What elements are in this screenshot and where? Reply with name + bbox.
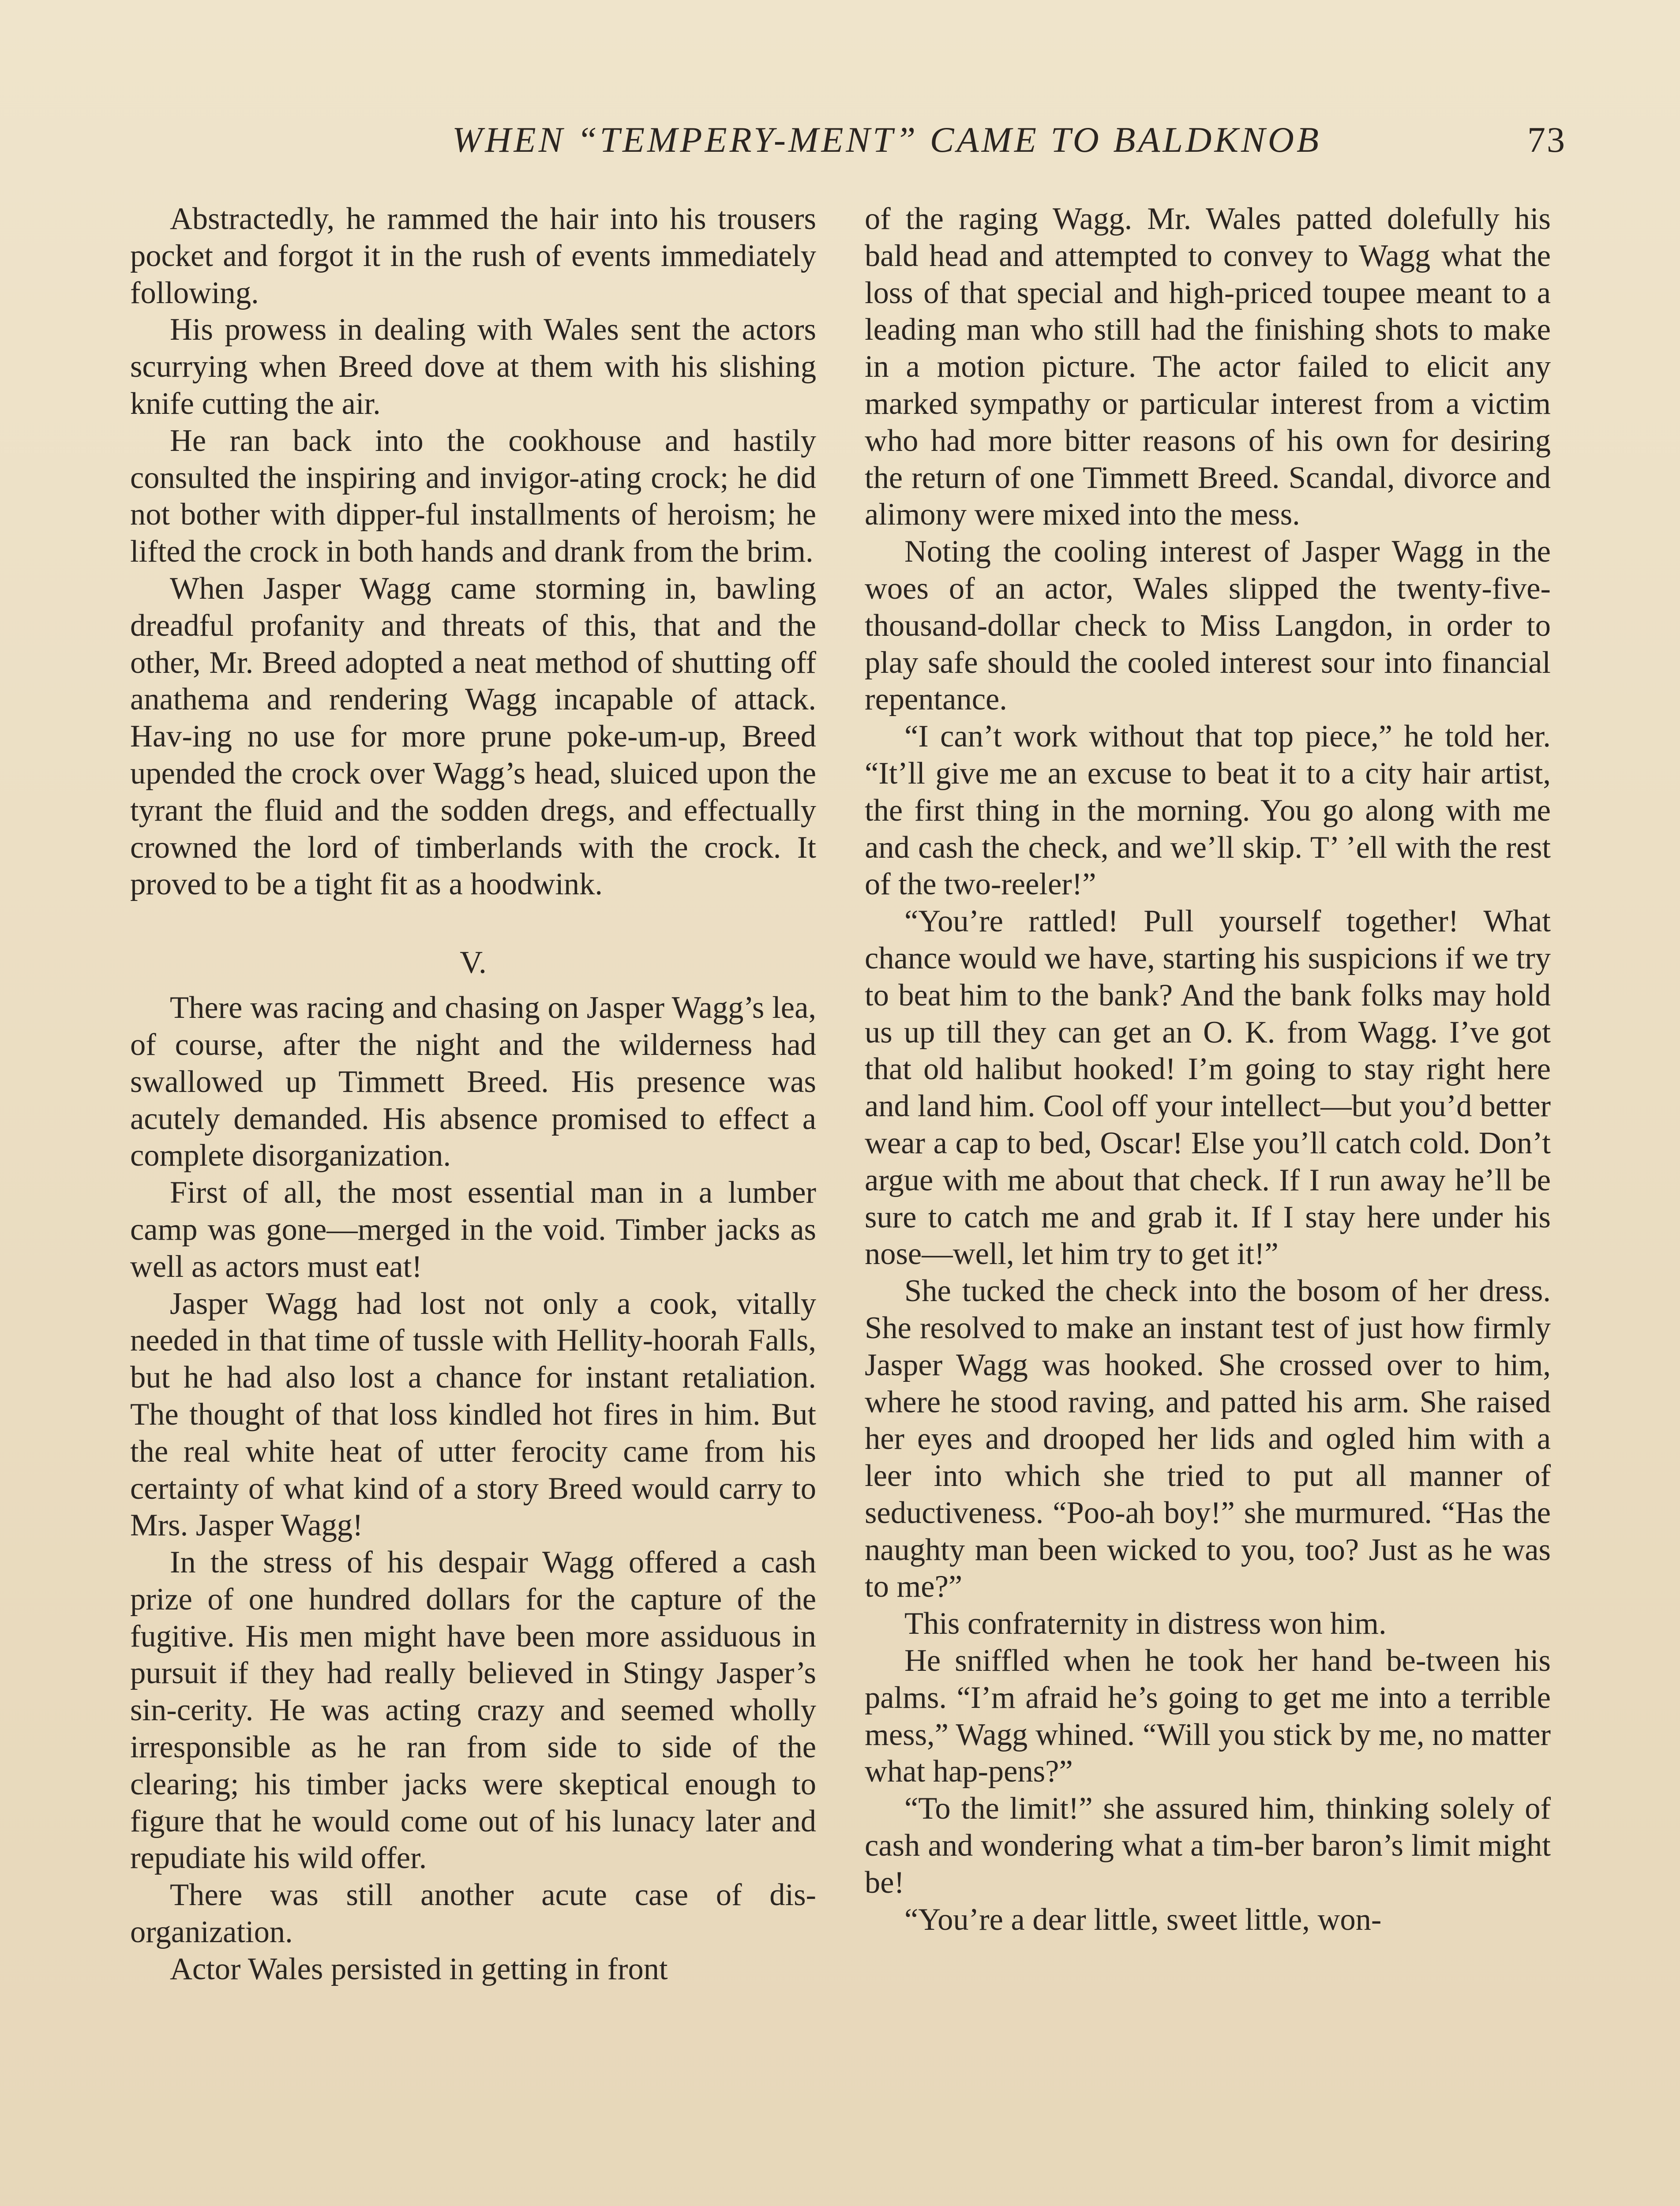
paragraph: He ran back into the cookhouse and hastily consulted the inspiring and invigor-ating crock; he did not bother with dipper-ful installments of heroism; he lifted the crock in both hands and drank from the brim. — [130, 423, 816, 569]
paragraph: Actor Wales persisted in getting in front — [170, 1951, 668, 1986]
paragraph: “I can’t work without that top piece,” he told her. “It’ll give me an excuse to beat it to a city hair artist, the first thing in the morning. You go along with me and cash the check, and we’ll skip. T’ ’ell with the rest of the two-reeler!” — [865, 719, 1551, 902]
paragraph: When Jasper Wagg came storming in, bawling dreadful profanity and threats of this, that and the other, Mr. Breed adopted a neat method of shutting off anathema and rendering Wagg incapable of attack. Hav-ing no use for more prune poke-um-up, Breed upended the crock over Wagg’s head, sluiced upon the tyrant the fluid and the sodden dregs, and effectually crowned the lord of timberlands with the crock. It proved to be a tight fit as a hoodwink. — [130, 571, 816, 902]
paragraph: Abstractedly, he rammed the hair into his trousers pocket and forgot it in the rush of events immediately following. — [130, 202, 816, 310]
running-title: WHEN “TEMPERY-MENT” CAME TO BALDKNOB — [452, 120, 1322, 160]
left-text-column — [130, 201, 816, 2206]
page-header — [132, 119, 1566, 168]
paragraph: “You’re a dear little, sweet little, won- — [904, 1902, 1382, 1937]
paragraph: His prowess in dealing with Wales sent the actors scurrying when Breed dove at them with his slishing knife cutting the air. — [130, 312, 816, 421]
paragraph: There was racing and chasing on Jasper Wagg’s lea, of course, after the night and the wilderness had swallowed up Timmett Breed. His presence was acutely demanded. His absence promised to effect a complete disorganization. — [130, 990, 816, 1173]
paragraph: “To the limit!” she assured him, thinking solely of cash and wondering what a tim-ber baron’s limit might be! — [865, 1791, 1551, 1900]
paragraph: “You’re rattled! Pull yourself together! What chance would we have, starting his suspicions if we try to beat him to the bank? And the bank folks may hold us up till they can get an O. K. from Wagg. I’ve got that old halibut hooked! I’m going to stay right here and land him. Cool off your intellect—but you’d better wear a cap to bed, Oscar! Else you’ll catch cold. Don’t argue with me about that check. If I run away he’ll be sure to catch me and grab it. If I stay here under his nose—well, let him try to get it!” — [865, 904, 1551, 1272]
paragraph: In the stress of his despair Wagg offered a cash prize of one hundred dollars for the capture of the fugitive. His men might have been more assiduous in pursuit if they had really believed in Stingy Jasper’s sin-cerity. He was acting crazy and seemed wholly irresponsible as he ran from side to side of the clearing; his timber jacks were skeptical enough to figure that he would come out of his lunacy later and repudiate his wild offer. — [130, 1545, 816, 1876]
section-heading: V. — [460, 945, 487, 980]
paragraph: This confraternity in distress won him. — [904, 1606, 1387, 1641]
paragraph: He sniffled when he took her hand be-tween his palms. “I’m afraid he’s going to get me into a terrible mess,” Wagg whined. “Will you stick by me, no matter what hap-pens?” — [865, 1643, 1551, 1789]
paragraph: First of all, the most essential man in a lumber camp was gone—merged in the void. Timber jacks as well as actors must eat! — [130, 1175, 816, 1284]
page-number: 73 — [1527, 120, 1566, 160]
paragraph-continued: of the raging Wagg. Mr. Wales patted dolefully his bald head and attempted to convey to Wagg what the loss of that special and high-priced toupee meant to a leading man who still had the finishing shots to make in a motion picture. The actor failed to elicit any marked sympathy or particular interest from a victim who had more bitter reasons of his own for desiring the return of one Timmett Breed. Scandal, divorce and alimony were mixed into the mess. — [865, 202, 1551, 532]
right-text-column — [865, 201, 1551, 2206]
paragraph: Jasper Wagg had lost not only a cook, vitally needed in that time of tussle with Hellity-hoorah Falls, but he had also lost a chance for instant retaliation. The thought of that loss kindled hot fires in him. But the real white heat of utter ferocity came from his certainty of what kind of a story Breed would carry to Mrs. Jasper Wagg! — [130, 1286, 816, 1543]
paragraph: She tucked the check into the bosom of her dress. She resolved to make an instant test of just how firmly Jasper Wagg was hooked. She crossed over to him, where he stood raving, and patted his arm. She raised her eyes and drooped her lids and ogled him with a leer into which she tried to put all manner of seductiveness. “Poo-ah boy!” she murmured. “Has the naughty man been wicked to you, too? Just as he was to me?” — [865, 1274, 1551, 1604]
paragraph: Noting the cooling interest of Jasper Wagg in the woes of an actor, Wales slipped the twenty-five-thousand-dollar check to Miss Langdon, in order to play safe should the cooled interest sour into financial repentance. — [865, 534, 1551, 717]
paragraph: There was still another acute case of dis-organization. — [130, 1878, 816, 1950]
